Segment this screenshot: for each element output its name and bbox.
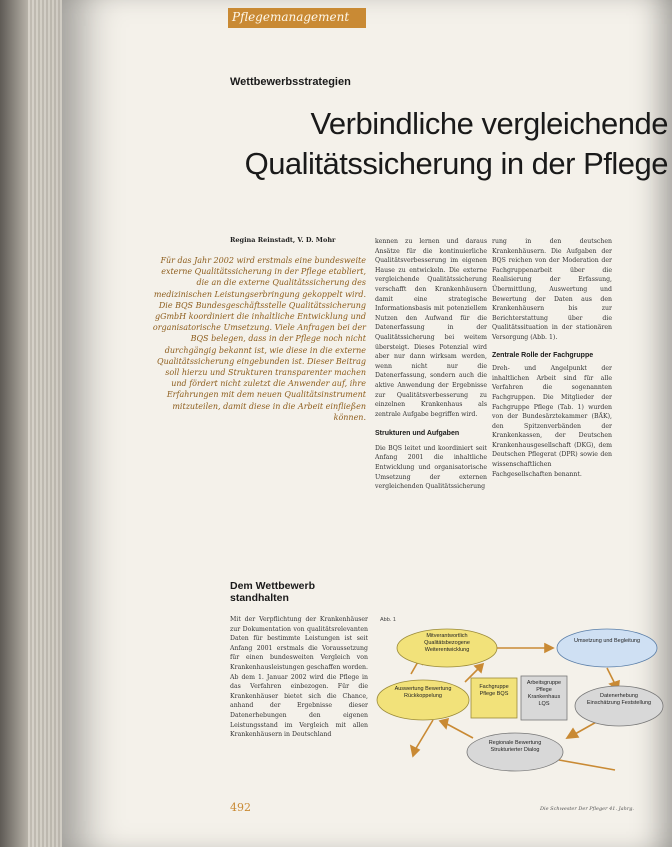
node-left-label: Auswertung Bewertung Rückkoppelung — [394, 686, 452, 699]
article-kicker: Wettbewerbsstrategien — [230, 76, 351, 88]
page-stack-edge — [28, 0, 62, 847]
article-title — [228, 104, 668, 184]
arrow-top-head — [545, 644, 553, 652]
node-bottom-label: Regionale Bewertung Strukturierter Dialog — [488, 740, 542, 753]
article-authors: Regina Reinstadt, V. D. Mohr — [230, 236, 336, 244]
body-column-2-text-b: Die BQS leitet und koordiniert seit Anfang 2001 die inhaltliche Entwicklung und organisatorische Umsetzung der externen vergleichenden Qualitätssicherung — [375, 444, 487, 491]
node-top-right-label: Umsetzung und Begleitung — [573, 638, 641, 644]
body-column-3 — [492, 237, 612, 479]
arrow-bottom-left — [447, 724, 473, 738]
node-center-b-label: Arbeitsgruppe Pflege Krankenhaus LQS — [526, 680, 562, 707]
arrow-bottom-left-head — [440, 719, 448, 728]
arrow-bottom-out — [559, 760, 615, 770]
article-title-line2: Qualitätssicherung in der Pflege — [244, 146, 668, 181]
arrow-left-down-head — [411, 746, 419, 756]
body-column-3-text: rung in den deutschen Krankenhäusern. Die Aufgaben der BQS reichen von der Moderation der Fachgruppenarbeit über die Realisierung der Erfassung, Übermittlung, Auswertung und Bewertung der Daten aus den Krankenhäusern bis zur Berichterstattung über die Qualitätssituation in der stationären Versorgung (Abb. 1). — [492, 238, 612, 341]
body-column-2-text: kennen zu lernen und daraus Ansätze für die kontinuierliche Qualitätsverbesserung im eigenen Hause zu entwickeln. Die externe vergleichende Qualitätssicherung verschafft den Krankenhäusern damit eine strategische Informationsbasis mit potenziellem Nutzen den Aufwand für die Datenerfassung in der Qualitätssicherung bei weitem übersteigt. Dieses Potenzial wird aber nur dann wirksam werden, wenn nicht nur die Datenerfassung, sondern auch die aktive Anwendung der Ergebnisse zur Qualitätsverbesserung zu einzelnen Krankenhaus als zentrale Aufgabe begriffen wird. — [375, 238, 487, 418]
section-header-bar — [228, 8, 366, 28]
section-header-label: Pflegemanagement — [232, 10, 350, 24]
article-subhead: Dem Wettbewerb standhalten — [230, 580, 315, 604]
figure-label: Abb. 1 — [380, 617, 396, 623]
article-lead: Für das Jahr 2002 wird erstmals eine bundesweite externe Qualitätssicherung in der Pflege etabliert, die an die externe Qualitätssicherung des medizinischen Leistungserbringung gekoppelt wird. Die BQS Bundesgeschäftsstelle Qualitätssicherung gGmbH koordiniert die inhaltliche Entwicklung und organisatorische Umsetzung. Viele Anfragen bei der BQS belegen, dass in der Pflege noch nicht durchgängig bekannt ist, wie diese in die externe Qualitätssicherung eingebunden ist. Dieser Beitrag soll hierzu und Strukturen transparenter machen und fördert nicht zuletzt die Anwender auf, ihre Erfahrungen mit dem neuen Qualitätsinstrument mitzuteilen, damit diese in die Arbeit einfließen können. — [152, 256, 366, 422]
node-right-label: Datenerhebung Einschätzung Feststellung — [586, 693, 652, 706]
arrow-left-down — [415, 720, 433, 750]
body-column-2 — [375, 237, 487, 492]
arrow-right-down — [607, 668, 615, 684]
article-title-line1: Verbindliche vergleichende — [310, 106, 668, 141]
process-diagram — [375, 620, 665, 786]
column-2-heading: Strukturen und Aufgaben — [375, 430, 460, 438]
column-3-heading: Zentrale Rolle der Fachgruppe — [492, 351, 594, 359]
body-column-1: Mit der Verpflichtung der Krankenhäuser zur Dokumentation von qualitätsrelevanten Daten für bestimmte Leistungen ist seit Anfang 2001 erstmals die Voraussetzung für einen bundesweiten Vergleich von Krankenhausleistungen geschaffen worden. Ab dem 1. Januar 2002 wird die Pflege in das Verfahren einbezogen. Für die Krankenhäuser bietet sich die Chance, anhand der Ergebnisse dieser Datenerhebungen den eigenen Leistungsstand im Vergleich mit allen Krankenhäusern in Deutschland — [230, 616, 368, 739]
page-number: 492 — [230, 801, 251, 814]
arrow-bottom-right-head — [567, 729, 578, 738]
body-column-3-text-b: Dreh- und Angelpunkt der inhaltlichen Arbeit sind für alle Verfahren die sogenannten Fachgruppen. Die Mitglieder der Fachgruppe Pflege (Tab. 1) wurden von der Bundesärztekammer (BÄK), den Spitzenverbänden der Krankenkassen, der Deutschen Krankenhausgesellschaft (DKG), dem Deutschen Pflegerat (DPR) sowie den wissenschaftlichen Fachgesellschaften benannt. — [492, 365, 612, 478]
node-top-left-label: Mitverantwortlich Qualitätsbezogene Weiterentwicklung — [424, 633, 470, 653]
node-center-a-label: Fachgruppe Pflege BQS — [479, 684, 509, 697]
journal-footer: Die Schwester Der Pfleger 41. Jahrg. — [540, 806, 635, 812]
